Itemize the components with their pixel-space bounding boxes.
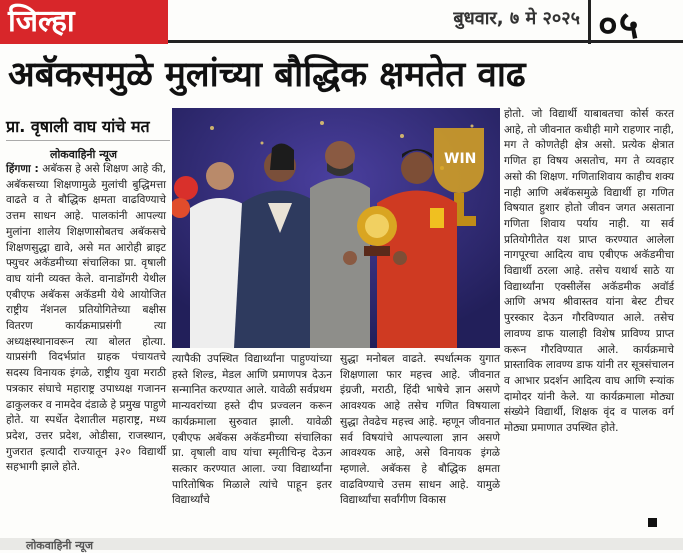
next-article-partial-text: लोकवाहिनी न्यूज (26, 539, 93, 552)
page-number: ०५ (598, 3, 640, 47)
column-mid2-text: सुद्धा मनोबल वाढते. स्पर्धात्मक युगात शिक्षणाला फार महत्त्व आहे. जीवनात इंग्रजी, मराठी, हिंदी भाषेचे ज्ञान असणे आवश्यक आहे तसेच गणित विषयाला सुद्धा तेवढेच महत्त्व आहे. म्हणून जीवनात सर्व विषयांचे आपल्याला ज्ञान असणे आवश्यक आहे, असे विनायक इंगळे म्हणाले. अबॅकस हे बौद्धिक क्षमता वाढविण्याचे उत्तम साधन आहे. यामुळे विद्यार्थ्यांचा सर्वांगीण विकास (340, 353, 500, 507)
column-left-text: अबॅकस हे असे शिक्षण आहे की, अबॅकसच्या शिक्षणामुळे मुलांची बुद्धिमत्ता वाढते व ते बौद्धिक क्षमता वाढविण्याचे उत्तम साधन आहे. पालकांनी आपल्या मुलांना शालेय शिक्षणासोबतच अबॅकसचे शिक्षणसुद्धा द्यावे, असे मत आरोही ब्राइट फ्युचर अकॅडमीच्या संचालिका प्रा. वृषाली वाघ यांनी व्यक्त केले. वानाडोंगरी येथील एबीएफ अबॅकस अकॅडमी येथे आयोजित राष्ट्रीय नॅशनल प्रतियोगितेच्या बक्षीस वितरण कार्यक्रमाप्रसंगी त्या अध्यक्षस्थानावरून त्या बोलत होत्या. याप्रसंगी विदर्भप्रांत ग्राहक पंचायतचे सदस्य विनायक इंगळे, राष्ट्रीय युवा मराठी पत्रकार संघाचे महाराष्ट्र उपाध्यक्ष गजानन ढाकुलकर व नामदेव दंडाळे हे प्रमुख पाहुणे होते. या स्पर्धेत देशातील महाराष्ट्र, मध्य प्रदेश, उत्तर प्रदेश, ओडीसा, राजस्थान, गुजरात इत्यादी राज्यातून ३२० विद्यार्थी सहभागी झाले होते. (6, 163, 166, 474)
article-end-mark (648, 518, 657, 527)
article-column-left (6, 162, 166, 476)
subheadline-rule (6, 140, 170, 141)
article-byline: लोकवाहिनी न्यूज (50, 148, 117, 161)
article-headline: अबॅकसमुळे मुलांच्या बौद्धिक क्षमतेत वाढ (8, 55, 526, 95)
column-right-text: होतो. जो विद्यार्थी याबाबतचा कोर्स करत आहे, तो जीवनात कधीही मागे राहणार नाही, मग ते कोणतेही क्षेत्र असो. प्रत्येक क्षेत्रात गणित हा विषय असतोच, मग ते व्यवहार असो की शिक्षण. गणिताशिवाय काहीच शक्य नाही आणि अबॅकसमुळे विद्यार्थी हा गणित विषयात हुशार होतो जीवन जगत असताना गणिता शिवाय पर्याय नाही. या सर्व प्रतियोगीतेत यश प्राप्त करण्यात आलेला नागपूरचा आदित्य वाघ एबीएफ अकॅडमीचा विद्यार्थी ठरला आहे. तसेच यथार्थ साठे या विद्यार्थ्यांना एक्सीलेंस अकॅडमीक अवॉर्ड आणि अभय श्रीवास्तव यांना बेस्ट टीचर पुरस्कार देऊन गौरविण्यात आले. तसेच लावण्य डाफ यालाही विशेष प्राविण्य प्राप्त करून गौरविण्यात आले. कार्यक्रमाचे प्रास्ताविक लावण्य डाफ यांनी तर सूत्रसंचालन व आभार प्रदर्शन आदित्य वाघ आणि स्ऱ्यांक दामोदर यांनी केले. या कार्यक्रमाला मोठ्या संख्येने विद्यार्थी, शिक्षक वृंद व पालक वर्ग मोठ्या प्रमाणात उपस्थित होते. (504, 108, 674, 435)
column-mid1-text: त्यापैकी उपस्थित विद्यार्थ्यांना पाहुण्यांच्या हस्ते शिल्ड, मेडल आणि प्रमाणपत्र देऊन सन्मानित करण्यात आले. यावेळी सर्वप्रथम मान्यवरांच्या हस्ते दीप प्रज्वलन करून कार्यक्रमाला सुरुवात झाली. यावेळी एबीएफ अबॅकस अकॅडमीच्या संचालिका प्रा. वृषाली वाघ यांचा स्मृतीचिन्ह देऊन सत्कार करण्यात आला. ज्या विद्यार्थ्यांना पारितोषिक मिळाले त्यांचे पाहून इतर विद्यार्थ्यांचे (172, 353, 332, 507)
backdrop-text: WIN (444, 151, 477, 167)
section-tag: जिल्हा (0, 0, 168, 44)
event-photo-illustration (172, 108, 500, 348)
article-subheadline: प्रा. वृषाली वाघ यांचे मत (6, 117, 150, 136)
article-column-right (504, 107, 674, 437)
article-column-middle-1 (172, 352, 332, 509)
event-photo (172, 108, 500, 348)
article-column-middle-2 (340, 352, 500, 509)
article-dateline: हिंगणा : (6, 163, 39, 175)
issue-date: बुधवार, ७ मे २०२५ (453, 8, 580, 29)
next-article-strip (0, 538, 683, 550)
